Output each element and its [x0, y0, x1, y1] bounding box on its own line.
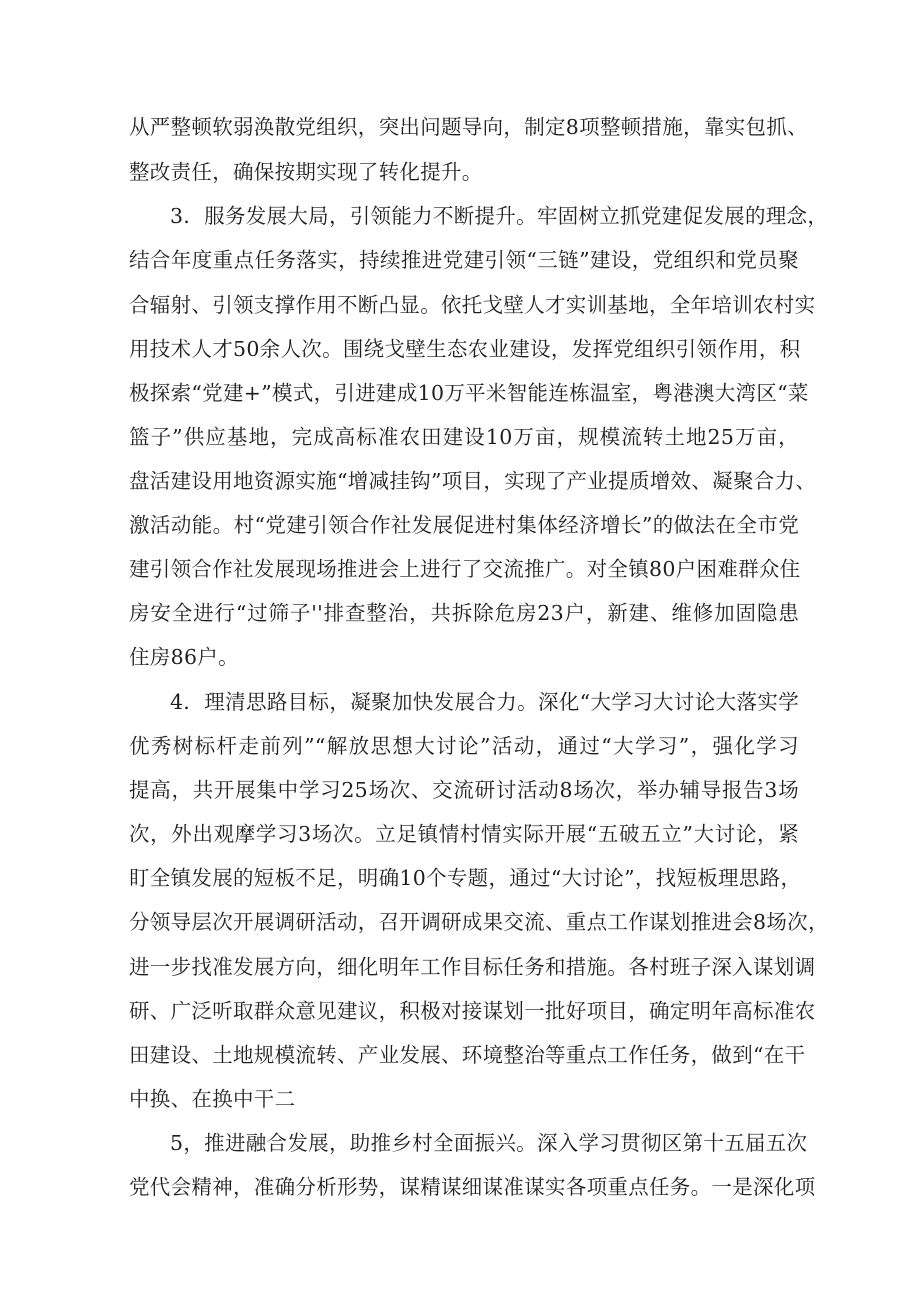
text-line: 住房86户。	[129, 645, 239, 669]
paragraph-3-heading-line: 3．服务发展大局，引领能力不断提升。牢固树立抓党建促发展的理念，	[170, 204, 829, 228]
text-line: 进一步找准发展方向，细化明年工作目标任务和措施。各村班子深入谋划调	[129, 955, 816, 979]
text-line: 合辐射、引领支撑作用不断凸显。依托戈壁人才实训基地，全年培训农村实	[129, 293, 816, 317]
text-line: 极探索“党建+”模式，引进建成10万平米智能连栋温室，粤港澳大湾区“菜	[129, 381, 809, 405]
text-line: 结合年度重点任务落实，持续推进党建引领“三链”建设，党组织和党员聚	[129, 248, 799, 272]
text-line: 建引领合作社发展现场推进会上进行了交流推广。对全镇80户困难群众住	[129, 557, 801, 581]
text-line: 激活动能。村“党建引领合作社发展促进村集体经济增长”的做法在全市党	[129, 513, 799, 537]
text-line: 从严整顿软弱涣散党组织，突出问题导向，制定8项整顿措施，靠实包抓、	[129, 115, 808, 139]
text-line: 篮子”供应基地，完成高标准农田建设10万亩，规模流转土地25万亩，	[129, 425, 799, 449]
text-line: 整改责任，确保按期实现了转化提升。	[129, 160, 483, 184]
paragraph-5-heading-line: 5，推进融合发展，助推乡村全面振兴。深入学习贯彻区第十五届五次	[170, 1131, 808, 1155]
text-line: 提高，共开展集中学习25场次、交流研讨活动8场次，举办辅导报告3场	[129, 778, 799, 802]
paragraph-4-heading-line: 4．理清思路目标，凝聚加快发展合力。深化“大学习大讨论大落实学	[170, 690, 799, 714]
text-line: 次，外出观摩学习3场次。立足镇情村情实际开展“五破五立”大讨论，紧	[129, 822, 799, 846]
text-line: 田建设、土地规模流转、产业发展、环境整治等重点工作任务，做到“在干	[129, 1043, 806, 1067]
text-line: 盘活建设用地资源实施“增减挂钩”项目，实现了产业提质增效、凝聚合力、	[129, 469, 817, 493]
text-line: 房安全进行“过筛子''排查整治，共拆除危房23户，新建、维修加固隐患	[129, 601, 799, 625]
text-line: 优秀树标杆走前列”“解放思想大讨论”活动，通过“大学习”，强化学习	[129, 734, 799, 758]
text-line: 党代会精神，准确分析形势，谋精谋细谋准谋实各项重点任务。一是深化项	[129, 1175, 816, 1199]
text-line: 中换、在换中干二	[129, 1087, 296, 1111]
text-line: 研、广泛听取群众意见建议，积极对接谋划一批好项目，确定明年高标准农	[129, 999, 816, 1023]
text-line: 盯全镇发展的短板不足，明确10个专题，通过“大讨论”，找短板理思路，	[129, 866, 802, 890]
text-line: 用技术人才50余人次。围绕戈壁生态农业建设，发挥党组织引领作用，积	[129, 337, 801, 361]
text-line: 分领导层次开展调研活动，召开调研成果交流、重点工作谋划推进会8场次，	[129, 910, 829, 934]
